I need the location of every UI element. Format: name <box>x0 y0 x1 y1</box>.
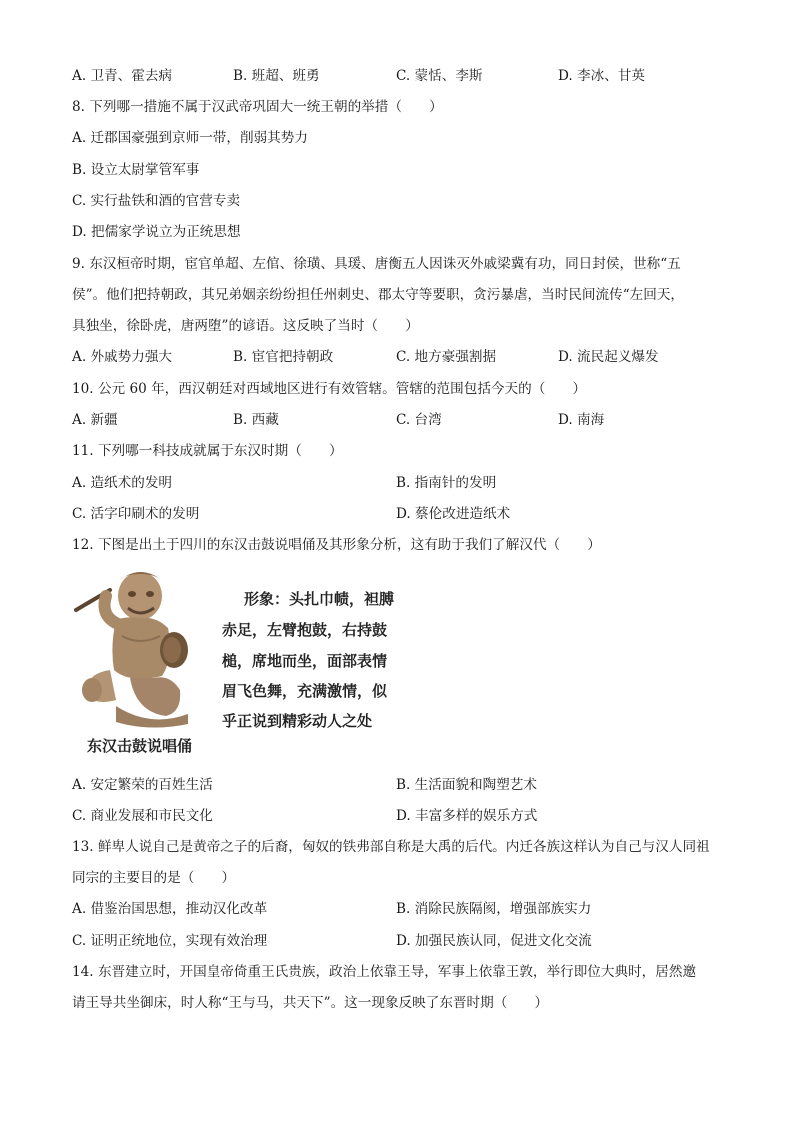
q11-option-a: A. 造纸术的发明 <box>72 475 173 491</box>
q13-stem-line1: 13. 鲜卑人说自己是黄帝之子的后裔，匈奴的铁弗部自称是大禹的后代。内迁各族这样认为自己与汉人同祖 <box>72 839 710 855</box>
q8-option-c: C. 实行盐铁和酒的官营专卖 <box>72 193 241 209</box>
q8-option-d: D. 把儒家学说立为正统思想 <box>72 224 241 240</box>
q10-option-c: C. 台湾 <box>396 412 442 428</box>
figure-caption: 东汉击鼓说唱俑 <box>87 737 193 755</box>
figure-description-line3: 槌，席地而坐，面部表情 <box>222 652 388 670</box>
q11-option-c: C. 活字印刷术的发明 <box>72 506 200 522</box>
q7-option-c: C. 蒙恬、李斯 <box>396 68 483 84</box>
q9-stem-line3: 具独坐，徐卧虎，唐两堕”的谚语。这反映了当时（ ） <box>72 318 419 334</box>
figure-description-line1: 形象：头扎巾帻，袒膊 <box>244 590 395 608</box>
q11-option-b: B. 指南针的发明 <box>396 475 497 491</box>
q13-option-d: D. 加强民族认同，促进文化交流 <box>396 933 592 949</box>
q7-option-b: B. 班超、班勇 <box>233 68 320 84</box>
q10-option-b: B. 西藏 <box>233 412 279 428</box>
q12-option-d: D. 丰富多样的娱乐方式 <box>396 808 538 824</box>
q12-option-a: A. 安定繁荣的百姓生活 <box>72 777 213 793</box>
q7-option-d: D. 李冰、甘英 <box>558 68 646 84</box>
q9-option-d: D. 流民起义爆发 <box>558 349 659 365</box>
q9-option-c: C. 地方豪强割据 <box>396 349 497 365</box>
q8-stem: 8. 下列哪一措施不属于汉武帝巩固大一统王朝的举措（ ） <box>72 99 443 115</box>
q10-option-d: D. 南海 <box>558 412 605 428</box>
q8-option-b: B. 设立太尉掌管军事 <box>72 162 200 178</box>
q12-option-b: B. 生活面貌和陶塑艺术 <box>396 777 537 793</box>
q13-stem-line2: 同宗的主要目的是（ ） <box>72 870 236 886</box>
drummer-figurine-image <box>70 566 210 730</box>
q11-option-d: D. 蔡伦改进造纸术 <box>396 506 511 522</box>
q12-stem: 12. 下图是出土于四川的东汉击鼓说唱俑及其形象分析，这有助于我们了解汉代（ ） <box>72 537 601 553</box>
q13-option-b: B. 消除民族隔阂，增强部族实力 <box>396 901 592 917</box>
q13-option-c: C. 证明正统地位，实现有效治理 <box>72 933 268 949</box>
q13-option-a: A. 借鉴治国思想，推动汉化改革 <box>72 901 268 917</box>
figure-description-line4: 眉飞色舞，充满激情，似 <box>222 682 388 700</box>
q9-option-a: A. 外戚势力强大 <box>72 349 173 365</box>
figure-description-line2: 赤足，左臂抱鼓，右持鼓 <box>222 621 388 639</box>
q12-option-c: C. 商业发展和市民文化 <box>72 808 213 824</box>
q14-stem-line1: 14. 东晋建立时，开国皇帝倚重王氏贵族，政治上依靠王导，军事上依靠王敦，举行即位大典时，居然邀 <box>72 964 697 980</box>
figure-description-line5: 乎正说到精彩动人之处 <box>222 712 373 730</box>
q9-stem-line1: 9. 东汉桓帝时期，宦官单超、左倌、徐璜、具瑗、唐衡五人因诛灭外戚梁冀有功，同日封侯，世称“五 <box>72 256 681 272</box>
q9-stem-line2: 侯”。他们把持朝政，其兄弟姻亲纷纷担任州刺史、郡太守等要职，贪污暴虐，当时民间流传“左回天， <box>72 287 685 303</box>
q10-stem: 10. 公元 60 年，西汉朝廷对西域地区进行有效管辖。管辖的范围包括今天的（ ） <box>72 381 587 397</box>
q14-stem-line2: 请王导共坐御床，时人称“王与马，共天下”。这一现象反映了东晋时期（ ） <box>72 995 549 1011</box>
q11-stem: 11. 下列哪一科技成就属于东汉时期（ ） <box>72 443 343 459</box>
q9-option-b: B. 宦官把持朝政 <box>233 349 334 365</box>
q10-option-a: A. 新疆 <box>72 412 118 428</box>
q7-option-a: A. 卫青、霍去病 <box>72 68 173 84</box>
q8-option-a: A. 迁郡国豪强到京师一带，削弱其势力 <box>72 130 308 146</box>
